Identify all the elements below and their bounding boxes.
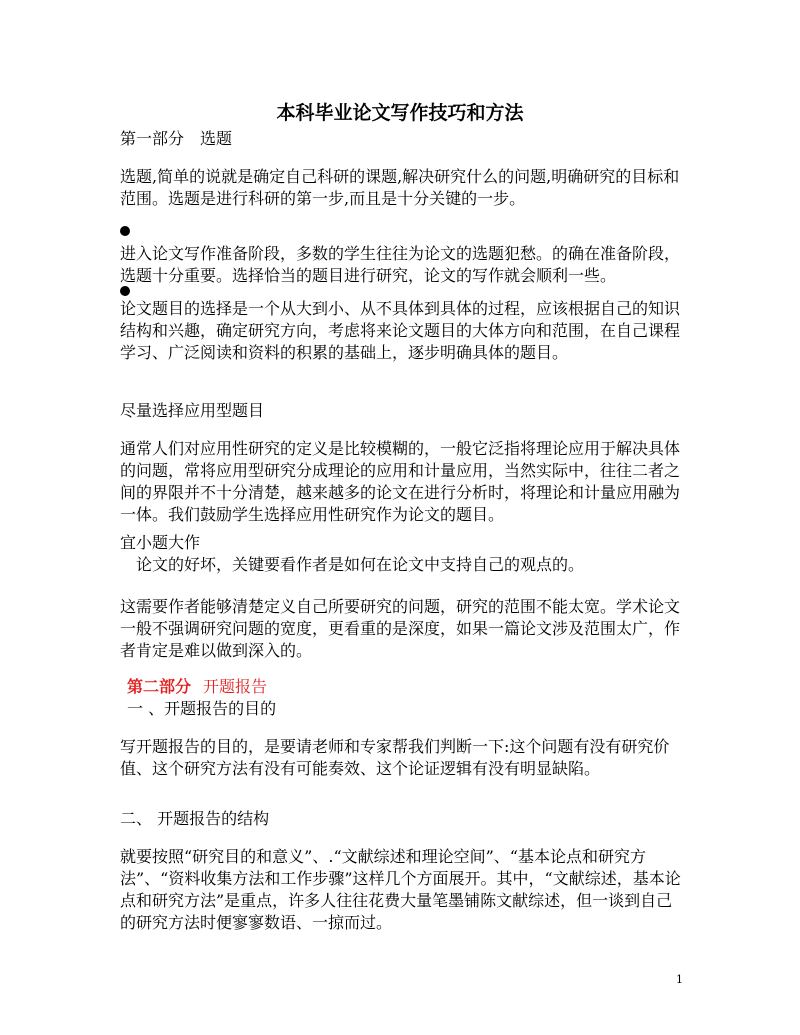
part2-label: 第二部分 [127, 677, 192, 696]
paragraph-define-problem: 这需要作者能够清楚定义自己所要研究的问题，研究的范围不能太宽。学术论文一般不强调研究问题的宽度，更看重的是深度，如果一篇论文涉及范围太广，作者肯定是难以做到深入的。 [120, 597, 681, 660]
bullet-dot-2 [120, 286, 130, 296]
paragraph-proposal-purpose: 写开题报告的目的，是要请老师和专家帮我们判断一下:这个问题有没有研究价值、这个研究方法有没有可能奏效、这个论证逻辑有没有明显缺陷。 [120, 737, 670, 778]
bullet-paragraph-2: 论文题目的选择是一个从大到小、从不具体到具体的过程，应该根据自己的知识结构和兴趣，确定研究方向，考虑将来论文题目的大体方向和范围，在自己课程学习、广泛阅读和资料的积累的基础上，逐步明确具体的题目。 [120, 299, 681, 362]
paragraph-paper-quality: 论文的好坏，关键要看作者是如何在论文中支持自己的观点的。 [136, 555, 585, 574]
paragraph-proposal-structure: 就要按照“研究目的和意义”、.“文献综述和理论空间”、“基本论点和研究方法”、“资料收集方法和工作步骤”这样几个方面展开。其中，“文献综述，基本论点和研究方法”是重点，许多人往往花费大量笔墨铺陈文献综述，但一谈到自己的研究方法时便寥寥数语、一掠而过。 [120, 847, 681, 932]
subheading-small-topic: 宜小题大作 [120, 533, 201, 552]
paragraph-applied-research: 通常人们对应用性研究的定义是比较模糊的，一般它泛指将理论应用于解决具体的问题，常将应用型研究分成理论的应用和计量应用，当然实际中，往往二者之间的界限并不十分清楚，越来越多的论文在进行分析时，将理论和计量应用融为一体。我们鼓励学生选择应用性研究作为论文的题目。 [120, 439, 681, 524]
part2-title: 开题报告 [203, 677, 268, 696]
paragraph-selection-definition: 选题,简单的说就是确定自己科研的课题,解决研究什么的问题,明确研究的目标和范围。选题是进行科研的第一步,而且是十分关键的一步。 [120, 167, 680, 208]
document-title: 本科毕业论文写作技巧和方法 [276, 102, 524, 124]
part2-heading [127, 676, 695, 698]
part1-heading: 第一部分 选题 [120, 129, 233, 148]
page-number: 1 [676, 973, 683, 986]
bullet-paragraph-1: 进入论文写作准备阶段，多数的学生往往为论文的选题犯愁。的确在准备阶段，选题十分重要。选择恰当的题目进行研究，论文的写作就会顺利一些。 [120, 244, 681, 285]
bullet-dot-1 [120, 226, 130, 236]
subheading-applied-topics: 尽量选择应用型题目 [120, 401, 265, 420]
section1-heading: 一 、开题报告的目的 [127, 699, 277, 718]
section2-heading: 二、 开题报告的结构 [120, 809, 270, 828]
